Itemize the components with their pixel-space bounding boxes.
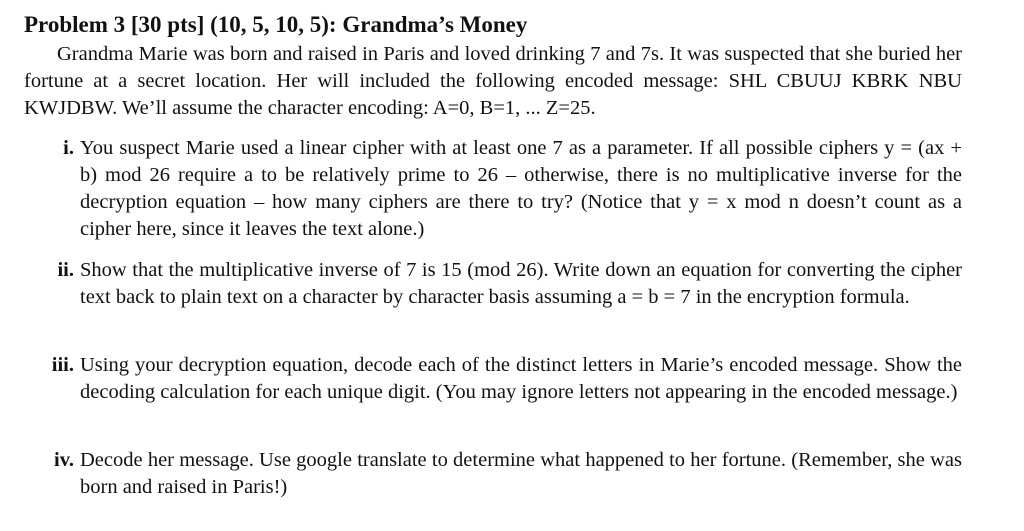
part-text: Show that the multiplicative inverse of 7 is 15 (mod 26). Write down an equation for converting the cipher text back to plain text on a character by character basis assuming a = b = 7 in the encryption formula.	[80, 259, 962, 308]
part-text: You suspect Marie used a linear cipher with at least one 7 as a parameter. If all possible ciphers y = (ax + b) mod 26 require a to be relatively prime to 26 – otherwise, there is no multiplicative inverse for the decryption equation – how many ciphers are there to try? (Notice that y = x mod n doesn’t count as a cipher here, since it leaves the text alone.)	[80, 137, 962, 240]
part-i	[24, 135, 962, 243]
part-ii	[24, 257, 962, 311]
problem-heading: Problem 3 [30 pts] (10, 5, 10, 5): Grandma’s Money	[24, 12, 528, 37]
part-iii	[24, 352, 962, 406]
part-iv	[24, 447, 962, 501]
part-text: Decode her message. Use google translate to determine what happened to her fortune. (Remember, she was born and raised in Paris!)	[80, 449, 962, 498]
part-label: ii.	[57, 259, 74, 281]
part-label: i.	[63, 137, 74, 159]
part-text: Using your decryption equation, decode each of the distinct letters in Marie’s encoded message. Show the decoding calculation for each unique digit. (You may ignore letters not appearing in the encoded message.)	[80, 354, 962, 403]
part-label: iii.	[51, 354, 74, 376]
part-label: iv.	[54, 449, 74, 471]
problem-intro: Grandma Marie was born and raised in Paris and loved drinking 7 and 7s. It was suspected that she buried her fortune at a secret location. Her will included the following encoded message: SHL CBUUJ KBRK NBU KWJDBW. We’ll assume the character encoding: A=0, B=1, ... Z=25.	[24, 43, 962, 119]
